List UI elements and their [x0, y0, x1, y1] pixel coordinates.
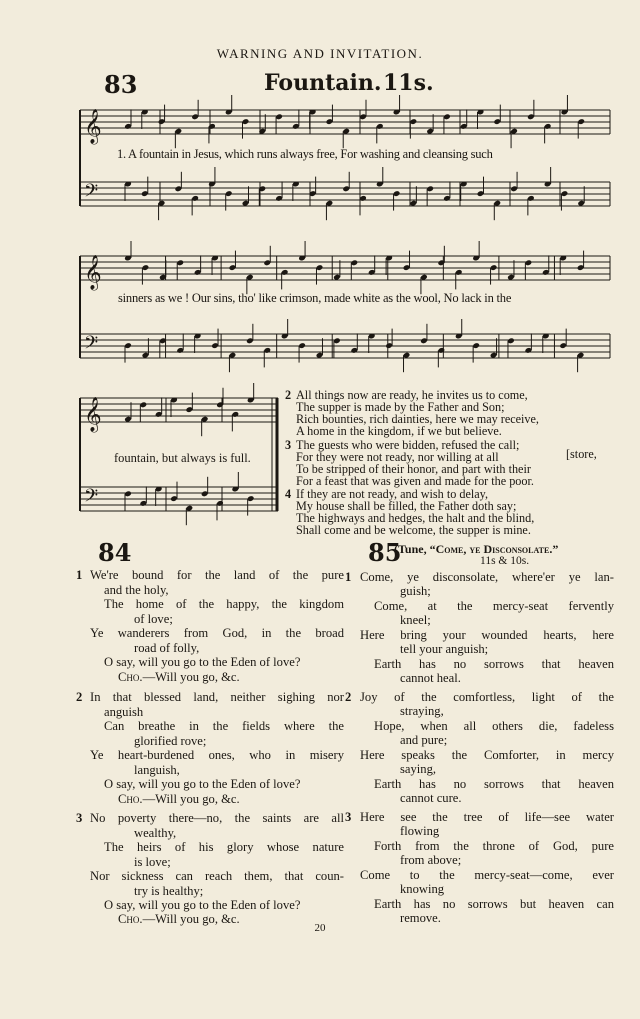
- verse-line: Rich bounties, rich dainties, here we may receive,: [296, 412, 539, 426]
- verse-line: anguish: [104, 705, 144, 719]
- verse-line: The supper is made by the Father and Son;: [296, 400, 505, 414]
- verse-line: The highways and hedges, the halt and the blind,: [296, 511, 535, 525]
- verse-line: guish;: [400, 584, 431, 598]
- chorus-text: —Will you go, &c.: [142, 912, 240, 926]
- verse-line: Forth from the throne of God, pure: [374, 839, 614, 853]
- verse-line: Ye wanderers from God, in the broad: [90, 626, 344, 640]
- verse-line: and pure;: [400, 733, 448, 747]
- verse-number: 2: [285, 388, 292, 402]
- treble-clef-icon: 𝄞: [84, 109, 102, 144]
- verse-line: road of folly,: [134, 641, 200, 655]
- chorus-line: [118, 792, 240, 807]
- verse-line: Here see the tree of life—see water: [360, 810, 614, 824]
- chorus-label: Cho.: [118, 670, 143, 684]
- bass-clef-icon: 𝄢: [84, 486, 99, 511]
- verse-line: cannot cure.: [400, 791, 462, 805]
- verse-line: A home in the kingdom, if we but believe.: [296, 424, 502, 438]
- hymn-85-meter: 11s & 10s.: [480, 555, 530, 567]
- verse-number: 3: [76, 811, 83, 825]
- verse-line: If they are not ready, and wish to delay,: [296, 487, 488, 501]
- treble-clef-icon: 𝄞: [84, 397, 102, 432]
- chorus-text: —Will you go, &c.: [142, 792, 240, 806]
- bass-clef-icon: 𝄢: [84, 333, 99, 358]
- stave-lyric-line-2: sinners as we ! Our sins, tho' like crimson, made white as the wool, No lack in the: [118, 291, 512, 305]
- verse-line: straying,: [400, 704, 444, 718]
- verse-line: languish,: [134, 763, 180, 777]
- treble-clef-icon: 𝄞: [84, 255, 102, 290]
- hymn-84-number: 84: [98, 538, 132, 567]
- verse-line: My house shall be filled, the Father doth say;: [296, 499, 517, 513]
- hymn-85-tune: [394, 542, 558, 557]
- verse-line: For they were not ready, nor willing at all: [296, 450, 499, 464]
- chorus-line: [118, 670, 240, 685]
- verse-line: remove.: [400, 911, 441, 925]
- verse-line: O say, will you go to the Eden of love?: [104, 777, 301, 791]
- verse-line: cannot heal.: [400, 671, 461, 685]
- verse-number: 2: [345, 690, 352, 704]
- verse-number: 3: [285, 438, 292, 452]
- section-header: WARNING AND INVITATION.: [216, 46, 424, 61]
- hymn-83-number: 83: [104, 70, 138, 99]
- verse-line: Earth has no sorrows that heaven: [374, 777, 614, 791]
- verse-line: Can breathe in the fields where the: [104, 719, 344, 733]
- verse-number: 1: [345, 570, 352, 584]
- verse-line: Here bring your wounded hearts, here: [360, 628, 614, 642]
- verse-line: For a feast that was given and made for the poor.: [296, 474, 534, 488]
- verse-line: To be stripped of their honor, and part with their: [296, 462, 531, 476]
- verse-line: of love;: [134, 612, 173, 626]
- verse-number: 1: [76, 568, 83, 582]
- page-number: 20: [314, 922, 326, 934]
- hymn-85-number: 85: [368, 538, 402, 567]
- stave-lyric-line-1: 1. A fountain in Jesus, which runs always free, For washing and cleansing such: [117, 147, 493, 161]
- verse-line: Joy of the comfortless, light of the: [360, 690, 614, 704]
- verse-line: wealthy,: [134, 826, 177, 840]
- chorus-label: Cho.: [118, 912, 143, 926]
- verse-line: knowing: [400, 882, 445, 896]
- verse-line: kneel;: [400, 613, 431, 627]
- verse-line: tell your anguish;: [400, 642, 489, 656]
- verse-line: We're bound for the land of the pure: [90, 568, 344, 582]
- verse-line: from above;: [400, 853, 462, 867]
- bass-clef-icon: 𝄢: [84, 181, 99, 206]
- verse-line: Nor sickness can reach them, that coun-: [90, 869, 344, 883]
- verse-line: Earth has no sorrows but heaven can: [374, 897, 614, 911]
- tune-name: Come, ye Disconsolate.: [435, 542, 553, 556]
- verse-line: Ye heart-burdened ones, who in misery: [90, 748, 344, 762]
- verse-number: 2: [76, 690, 83, 704]
- verse-line: All things now are ready, he invites us to come,: [296, 388, 528, 402]
- verse-line: glorified rove;: [134, 734, 207, 748]
- verse-overflow: [store,: [566, 447, 597, 461]
- verse-line: O say, will you go to the Eden of love?: [104, 655, 301, 669]
- hymn-83-meter: 11s.: [383, 70, 434, 96]
- verse-line: Earth has no sorrows that heaven: [374, 657, 614, 671]
- chorus-text: —Will you go, &c.: [142, 670, 240, 684]
- verse-line: flowing: [400, 824, 440, 838]
- verse-line: try is healthy;: [134, 884, 204, 898]
- stave-lyric-line-3: fountain, but always is full.: [114, 451, 251, 465]
- verse-line: The heirs of his glory whose nature: [104, 840, 344, 854]
- verse-line: Come, at the mercy-seat fervently: [374, 599, 614, 613]
- verse-line: Hope, when all others die, fadeless: [374, 719, 614, 733]
- verse-line: O say, will you go to the Eden of love?: [104, 898, 301, 912]
- verse-line: No poverty there—no, the saints are all: [90, 811, 344, 825]
- verse-line: Come to the mercy-seat—come, ever: [360, 868, 614, 882]
- tune-suffix: ”: [552, 542, 559, 556]
- tune-prefix: (Tune, “: [394, 542, 436, 556]
- hymn-83-title: Fountain.: [264, 70, 382, 96]
- verse-line: Shall come and be welcome, the supper is mine.: [296, 523, 531, 537]
- verse-line: Here speaks the Comforter, in mercy: [360, 748, 614, 762]
- verse-number: 4: [285, 487, 292, 501]
- chorus-label: Cho.: [118, 792, 143, 806]
- verse-line: saying,: [400, 762, 437, 776]
- verse-line: The home of the happy, the kingdom: [104, 597, 344, 611]
- verse-number: 3: [345, 810, 352, 824]
- verse-line: and the holy,: [104, 583, 169, 597]
- verse-line: is love;: [134, 855, 171, 869]
- verse-line: Come, ye disconsolate, where'er ye lan-: [360, 570, 614, 584]
- verse-line: In that blessed land, neither sighing nor: [90, 690, 344, 704]
- verse-line: The guests who were bidden, refused the call;: [296, 438, 520, 452]
